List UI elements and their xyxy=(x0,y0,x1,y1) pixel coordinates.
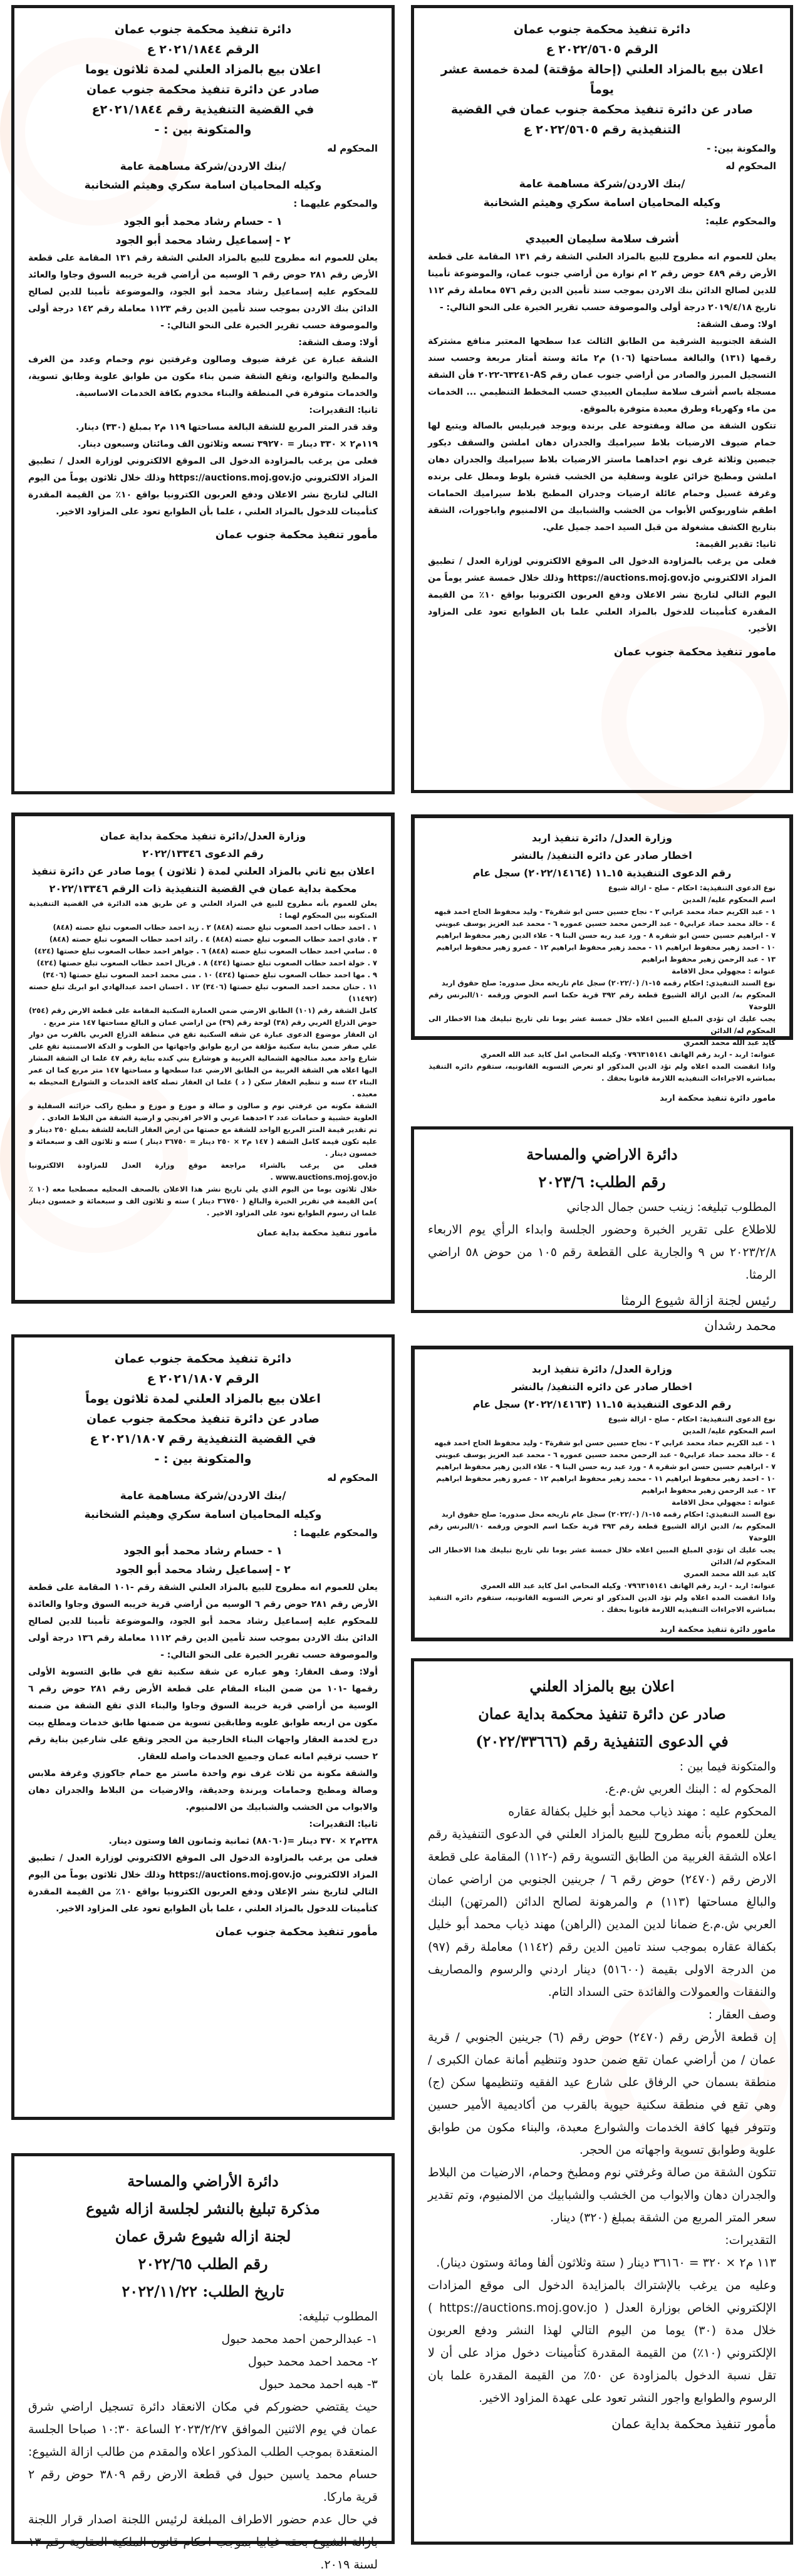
notice-paragraph: واذا انقضت المده اعلاه ولم تؤد الدين المذكور او تعرض التسويه القانونيه، ستقوم دائره التنفيذ بمباشره الاجراءات التنفيذيه اللازمة قانونا بحقك . xyxy=(429,1593,776,1614)
party-label: والمحكوم عليهما : xyxy=(293,198,378,209)
notice-paragraph: ان العقار موضوع الدعوى عبارة عن شقه السكنية تقع في منطقة الذراع الغربي بالقرب من دوار علي صقر ضمن بناية سكنية مؤلفة من اربع طوابق واجهاتها من الطوب و الدكة الاسمنتية تقع على شارع واحد معبد منالجهة الشمالية الغربية و هوشارع بني كنده بناية رقم ٤٧ علما ان الشقة المشار اليها اعلاه هي الشقة الغربية من الطابق الارضي عدا سطحها و مساحتها ١٤٧ متر مربع كما ان عمر البناء ٤٢ سنه و تنظيم العقار سكن ( د ) علما ان العقار تصله كافة الخدمات و الشوارع المحيطه به معبده . xyxy=(29,1030,377,1098)
notice-signature: رئيس لجنة ازالة شيوع الرمثا xyxy=(621,1293,776,1308)
notice-paragraph: نوع السند التنفيذي: احكام رقمه ١٥-١/ (٢٠٢٢/٠) سجل عام تاريخه محل صدوره: صلح حقوق اربد xyxy=(441,979,776,987)
notice-paragraph: المحكوم به/ الدين ازالة الشيوع قطعة رقم ٣٩٣ قرية حكما اسم الحوض ورقمه ١٠/البرنس رقم اللوحة٧ xyxy=(429,1522,776,1542)
notice-heading: والمتكونة بين : - xyxy=(154,123,252,137)
notice-heading: والمتكونة بين : - xyxy=(154,1452,252,1466)
notice-paragraph: ٢٣٨م٢ × ٣٧٠ دينار =(٨٨٠٦٠) ثمانية وثمانون الفا وستون دينار. xyxy=(108,1836,378,1846)
notice-paragraph: تتكون الشقة من صالة ومفتوحة على برندة ويوجد فيربليس بالصالة ويتبع لها حمام ضيوف الارضيات بلاط سيراميك والجدران دهان املشن والسقف ديكور جبصين وثلاثة غرف نوم احداهما ماستر الارضيات بلاط سيراميك والجدران دهان املشن ومطبخ خزائن علوية وسفلية من الخشب قشرة بلوط ومطل على برنده وغرفة غسيل وحمام عائلة ارضيات وجدران المطبخ بلاط سيراميك الحمامات اطقم شاوربوكس الأبواب من الخشب والشبابيك من الالمنيوم واباجورات، الشقة بتاريخ الكشف مشغولة من قبل السيد احمد جميل علي. xyxy=(428,421,776,532)
party-label: والمحكوم عليهما : xyxy=(293,1527,378,1539)
notice-paragraph: ١١٩م٢ × ٣٣٠ دينار = ٣٩٢٧٠ تسعه وثلاثون الف ومائتان وسبعون دينار. xyxy=(78,439,378,449)
party-label: ١- عبدالرحمن احمد محمد حبول xyxy=(221,2332,378,2346)
notice-heading: رقم الدعوى التنفيذية ١٥ـ١١ (٢٠٢٢/١٤١٦٣) سجل عام xyxy=(472,1398,732,1410)
party-name: ٢ - إسماعيل رشاد محمد أبو الجود xyxy=(115,1564,291,1576)
notice-paragraph: المحكوم به/ الدين ازالة الشيوع قطعة رقم ٣٩٢ قرية حكما اسم الحوض ورقمه ١٠/البرنس رقم اللوحة٧ xyxy=(429,990,776,1011)
party-label: المحكوم له xyxy=(725,160,776,172)
party-label: نوع الدعوى التنفيذية: احكام - صلح - ازالة شيوع xyxy=(608,1415,776,1423)
notice-paragraph: المطلوب تبليغه: زينب حسن جمال الدجاني xyxy=(566,1200,776,1214)
notice-signature: مامور تنفيذ محكمة جنوب عمان xyxy=(613,646,776,658)
notice-paragraph: حيث يقتضي حضوركم في مكان الانعقاد دائرة تسجيل اراضي شرق عمان في يوم الاثنين الموافق ٢٠٢٣/٢/٢٧ الساعة ١٠:٣٠ صباحا الجلسة المنعقدة بموجب الطلب المذكور اعلاه والمقدم من طالب ازالة الشيوع: حسام محمد ياسين حبول في قطعة الارض رقم ٣٨٠٩ حوض رقم ٢ قرية ماركا. xyxy=(28,2400,378,2504)
notice-heading: دائرة الأراضي والمساحة xyxy=(127,2172,279,2190)
notice-heading: وزارة العدل/ دائرة تنفيذ اربد xyxy=(532,832,672,844)
notice-signature: مامور دائرة تنفيذ محكمة اربد xyxy=(660,1094,776,1103)
party-name: ١ - عبد الكريم حماد محمد عرابي ٢ - نجاح حسين حسن ابو شقرة٣ - وليد محفوظ الحاج احمد قبهه xyxy=(434,1438,776,1447)
party-label: ٢- محمد احمد محمد حبول xyxy=(247,2355,378,2369)
notice-heading: رقم الطلب: ٢٠٢٣/٦ xyxy=(538,1173,666,1191)
notice-irbid-14164 xyxy=(411,814,793,1103)
notice-heading: دائرة الاراضي والمساحة xyxy=(526,1145,678,1163)
notice-paragraph: يعلن للعموم بأنه مطروح للبيع بالمزاد العلني في الدعوى التنفيذية رقم اعلاه الشقة الغربية من الطابق التسوية رقم (-١١٢) المقامة على قطعة الارض رقم (٢٤٧٠) حوض رقم ٦ / جرينين الجنوبي من اراضي عمان والبالغ مساحتها (١١٣) م والمرهونة لصالح الدائن (المرتهن) البنك العربي ش.م.ع ضمانا لدين المدين (الراهن) مهند ذياب محمد أبو خليل بكفالة عقاره بموجب سند تامين الدين رقم (١١٤٢) معاملة رقم (٩٧) من الدرجة الاولى بقيمة (٥١٦٠٠) دينار اردني والرسوم والمصاريف والنفقات والعمولات والفائدة حتى السداد التام. xyxy=(428,1827,777,1999)
notice-paragraph: وعليه من يرغب بالإشتراك بالمزايدة الدخول الى موقع المزادات الإلكتروني الخاص بوزارة العدل ( https://auctions.moj.gov.jo ) خلال مدة (٣٠) يوما من اليوم التالي لهذا النشر ودفع العربون الإلكتروني (١٠٪) من القيمة المقدرة كتأمينات دخول مزاد على أن لا تقل نسبة الدخول بالمزاودة عن ٥٠٪ من القيمة المقدرة علما بان الرسوم والطوابع واجور النشر تعود على عهدة المزاود الاخير. xyxy=(428,2278,776,2405)
notice-heading: اعلان بيع بالمزاد العلني لمدة ثلاثون يوما xyxy=(85,63,321,76)
party-name: ٤ - خالد محمد حماد عرابي٥ - عبد الرحمن محمد حسين عموره ٦ - محمد عبد العزيز يوسف عبويني xyxy=(435,1450,776,1459)
notice-land-ramtha xyxy=(411,1126,793,1333)
notice-paragraph: عنوانه: اربد - اربد رقم الهاتف ٠٧٩٦٣١٥١٤١ وكيله المحامي امل كايد عبد الله العمري xyxy=(480,1581,776,1590)
party-name: ١٣ - عبد الرحمن زهير محفوظ ابراهيم xyxy=(641,1486,776,1495)
notice-south-amman-5605 xyxy=(411,5,793,793)
party-name: ١٠ - احمد زهير محفوظ ابراهيم ١١ - محمد زهير محفوظ ابراهيم ١٢ - عمرو زهير محفوظ ابراهيم xyxy=(436,1474,776,1483)
notice-paragraph: وقد قدر المتر المربع للشقة البالغة مساحتها ١١٩ م٢ بمبلغ (٣٣٠) دينار. xyxy=(75,422,378,432)
notice-paragraph: كايد عبد الله محمد العمري xyxy=(683,1569,776,1578)
notice-paragraph: والشقة مكونة من ثلاث غرف نوم واحدة ماستر مع حمام جاكوزي وغرفة ملابس وصالة ومطبخ وحمامات وبرندة وحديقة، والارضيات من البلاط والجدران دهان والابواب من الخشب والشبابيك من الالمنيوم. xyxy=(28,1768,378,1812)
party-name: وكيله المحاميان اسامة سكري وهيثم الشخانبة xyxy=(483,197,721,209)
notice-heading: رقم الدعوى التنفيذية ١٥ـ١١ (٢٠٢٢/١٤١٦٤) سجل عام xyxy=(472,867,732,879)
notice-signature-name: محمد رشدان xyxy=(704,1318,776,1333)
notice-paragraph: يجب عليك ان تؤدي المبلغ المبين اعلاه خلال خمسة عشر يوما تلي تاريخ تبليغك هذا الاخطار الى المحكوم له/ الدائن xyxy=(429,1014,776,1035)
notice-heading: صادر عن دائرة تنفيذ محكمة جنوب عمان xyxy=(86,83,319,96)
notice-heading: دائرة تنفيذ محكمة جنوب عمان xyxy=(114,1352,292,1366)
notice-paragraph: يعلن للعموم انه مطروح للبيع بالمزاد العلني الشقة رقم -١٠١ المقامة على قطعة الأرض رقم ٢٨١ حوض رقم ٦ الوسيه من أراضي قرية خريبه السوق وجاوا والعائدة للمحكوم عليه إسماعيل رشاد محمد أبو الجود، والموضوعة تأمينا للدين لصالح الدائن بنك الاردن بموجب سند تأمين الدين رقم ١١١٢ معاملة رقم ١٣٦ درجة أولى والموصوفة حسب تقرير الخبرة على النحو التالي: - xyxy=(28,1582,378,1660)
notice-heading: الرقم ٢٠٢٢/٥٦٠٥ ع xyxy=(546,43,658,56)
party-name: ٥ . سامي احمد حطاب الصعوب تبلغ حصته (٨٤٨) ٦ . جواهر احمد حطاب الصعوب تبلغ حصتها (٤٢٤) xyxy=(34,947,377,955)
notice-heading: اخطار صادر عن دائره التنفيذ/ بالنشر xyxy=(512,849,692,861)
party-name: /بنك الاردن/شركة مساهمة عامة xyxy=(519,178,685,190)
notice-heading: وزارة العدل/دائرة تنفيذ محكمة بداية عمان xyxy=(100,830,306,842)
notice-heading: اعلان بيع بالمزاد العلني xyxy=(529,1677,675,1695)
notice-south-amman-1807 xyxy=(11,1334,395,2120)
notice-heading: دائرة تنفيذ محكمة جنوب عمان xyxy=(114,23,292,36)
party-name: /بنك الاردن/شركة مساهمة عامة xyxy=(120,1490,286,1502)
party-name: ٤ - خالد محمد حماد عرابي٥ - عبد الرحمن محمد حسين عموره ٦ - محمد عبد العزيز يوسف عبويني xyxy=(435,919,776,928)
party-name: ١ . احمد حطاب احمد الصعوب تبلغ حصته (٨٤٨) ٢ . زيد احمد حطاب الصعوب تبلغ حصته (٨٤٨) xyxy=(53,923,377,932)
notice-paragraph: خلال ثلاثون يوما من اليوم الذي يلي تاريخ نشر هذا الاعلان بالصحف المحليه مصطحبا معه (١٠ ٪ )من القيمة في تقرير الخبرة والبالغ ( ٣٦٧٥٠ دينار ) سته و ثلاثون الف و سبعمائة و خمسون دينار علما ان رسوم الطوابع تعود على المزاود الاخير . xyxy=(29,1185,378,1217)
party-name: ٧ - ابراهيم حسين حسن ابو شقره ٨ - ورد عبد ربه حسن البنا ٩ - علاء الدين زهير محفوظ ابراهيم xyxy=(435,931,776,940)
party-label: اسم المحكوم عليه/ المدين xyxy=(682,1426,776,1435)
notice-paragraph: التقديرات: xyxy=(725,2233,776,2247)
party-name: ١ - حسام رشاد محمد أبو الجود xyxy=(123,216,283,228)
party-name: وكيله المحاميان اسامة سكري وهيثم الشخانبة xyxy=(84,1509,322,1521)
notice-paragraph: يعلن للعموم انه مطروح للبيع بالمزاد العلني الشقة رقم ١٣١ المقامة على قطعة الأرض رقم ٤٨٩ حوض رقم ٢ ام نوارة من أراضي جنوب عمان، والموضوعة تأمينا للدين لصالح الدائن بنك الاردن بموجب سند تأمين الدين رقم ٥٧٦ معاملة رقم ١١٢ تاريخ ٢٠١٩/٤/١٨ درجة أولى والموصوفة حسب تقرير الخبرة على النحو التالي: - xyxy=(428,252,776,313)
notice-signature: مأمور تنفيذ محكمة بداية عمان xyxy=(611,2416,776,2431)
party-name: ١١ . حنان محمد احمد الصعوب تبلغ حصتها (٣٤٠٦) ١٢ . احسان احمد عبدالهادي ابو ابريك تبلغ حصته (١١٤٩٢) xyxy=(29,982,377,1003)
notice-heading: محكمة بداية عمان في القضية التنفيذية ذات الرقم ٢٠٢٢/١٣٣٤٦ xyxy=(49,883,357,895)
notice-heading: اخطار صادر عن دائره التنفيذ/ بالنشر xyxy=(512,1381,692,1393)
notice-paragraph: ١١٣ م٢ × ٣٢٠ = ٣٦١٦٠ دينار ( ستة وثلاثون ألفا ومائة وستون دينار). xyxy=(436,2256,776,2270)
notice-heading: لجنة ازاله شيوع شرق عمان xyxy=(115,2227,291,2245)
notice-paragraph: فعلى من يرغب بالمزاودة الدخول الى الموقع الالكتروني لوزارة العدل / تطبيق المزاد الالكتروني https://auctions.moj.gov.jo وذلك خلال ثلاثون يوماً من اليوم التالي لتاريخ نشر الاعلان ودفع العربون الكترونيا بواقع ١٠٪ من القيمة المقدرة كتأمينات للدخول بالمزاد العلني ، علما بأن الطوابع تعود على المزاود الاخير. xyxy=(28,456,378,517)
notice-paragraph: تم تقدير قيمة المتر المربع الواحد للشقة مع حصتها من ارض العقار التابعة للشقة بمبلغ ٢٥٠ دينار و عليه تكون قيمة كامل الشقة ( ١٤٧ م٢ × ٢٥٠ دينار = ٣٦٧٥٠ دينار ) سته و ثلاثون الف و سبعمائة و خمسون دينار . xyxy=(29,1125,378,1158)
notice-south-amman-1844 xyxy=(11,5,395,794)
party-label: والمحكوم عليه: xyxy=(705,216,776,227)
notice-paragraph: وصف العقار : xyxy=(708,2008,776,2022)
notice-signature: مأمور تنفيذ محكمة جنوب عمان xyxy=(215,529,378,541)
notice-paragraph: للاطلاع على تقرير الخبرة وحضور الجلسة وابداء الرأي يوم الاربعاء ٢٠٢٣/٢/٨ س ٩ والجارية على القطعة رقم ١٠٥ من حوض ٥٨ اراضي الرمثا. xyxy=(428,1223,776,1282)
party-name: وكيله المحاميان اسامة سكري وهيثم الشخانبة xyxy=(84,179,322,192)
notice-paragraph: واذا انقضت المده اعلاه ولم تؤد الدين المذكور او تعرض التسويه القانونيه، ستقوم دائره التنفيذ بمباشره الاجراءات التنفيذيه اللازمة قانونا بحقك . xyxy=(429,1062,776,1083)
party-name: ١ - حسام رشاد محمد أبو الجود xyxy=(123,1545,283,1557)
party-name: ٢ - إسماعيل رشاد محمد أبو الجود xyxy=(115,234,291,247)
notice-heading: في القضية التنفيذية رقم ٢٠٢١/١٨٤٤ع xyxy=(91,103,314,117)
party-name: أشرف سلامة سليمان العبيدي xyxy=(525,233,679,246)
notice-signature: مأمور تنفيذ محكمة بداية عمان xyxy=(257,1228,377,1238)
notice-paragraph: ثانيا: تقدير القيمة: xyxy=(695,539,776,549)
notice-heading: الرقم ٢٠٢١/١٨٤٤ ع xyxy=(147,43,259,56)
notice-paragraph: أولا: وصف العقار: وهو عباره عن شقة سكنية تقع في طابق التسوية الأولى رقمها -١٠١ من ضمن البناء المقام على قطعة الأرض رقم ٢٨١ حوض رقم ٦ الوسية من أراضي قرية خريبة السوق وجاوا والبناء الذي تقع الشقة من ضمنه مكون من اربعه طوابق علويه وطابقين تسوية من ضمنها طابق خدمات ومطلع بيت درج لخدمة العقار واجهات البناء الخارجية من الحجر وتقع على شارعين بناية رقم ٢ حسب ترقيم امانه عمان وجميع الخدمات واصله للعقار. xyxy=(28,1667,378,1762)
party-label: المحكوم له xyxy=(327,1472,378,1483)
notice-amman-first-instance-33666 xyxy=(411,1658,793,2545)
notice-signature: مأمور تنفيذ محكمة جنوب عمان xyxy=(215,1926,378,1938)
notice-paragraph: عنوانه : مجهولي محل الاقامة xyxy=(672,967,776,975)
notice-paragraph: في حال عدم حضور الاطراف المبلغة لرئيس اللجنة اصدار قرار اللجنة بازالة الشيوع بحقه غيابيا بموجب احكام قانون الملكية العقارية رقم ١٣ لسنة ٢٠١٩. xyxy=(28,2513,378,2572)
notice-heading: اعلان بيع ثاني بالمزاد العلني لمدة ( ثلاثون ) يوما صادر عن دائرة تنفيذ xyxy=(31,865,375,877)
notice-paragraph: ثانيا: التقديرات: xyxy=(309,405,378,415)
notice-heading: صادر عن دائرة تنفيذ محكمة بداية عمان xyxy=(478,1705,726,1723)
notice-heading: صادر عن دائرة تنفيذ محكمة جنوب عمان في القضية التنفيذية رقم ٢٠٢٢/٥٦٠٥ ع xyxy=(450,103,754,137)
notice-heading: مذكرة تبليغ بالنشر لجلسة ازاله شيوع xyxy=(86,2199,320,2218)
notice-paragraph: يعلن للعموم انه مطروح للبيع بالمزاد العلني الشقة رقم ١٣١ المقامة على قطعة الأرض رقم ٢٨١ حوض رقم ٦ الوسيه من أراضي قرية خريبه السوق وجاوا والعائد للمحكوم عليه إسماعيل رشاد محمد أبو الجود، والموضوعة تأمينا للدين لصالح الدائن بنك الاردن بموجب سند تأمين الدين رقم ١١٢٣ معاملة رقم ١٤٢ درجة أولى والموصوفة حسب تقرير الخبرة على النحو التالي: - xyxy=(28,253,378,331)
notice-paragraph: عنوانه : مجهولي محل الاقامة xyxy=(672,1498,776,1507)
notice-paragraph: اولا: وصف الشقة: xyxy=(697,319,776,330)
notice-paragraph: الشقة الجنوبية الشرقية من الطابق الثالث عدا سطحها المعتبر منافع مشتركة رقمها (١٣١) والبالغة مساحتها (١٠٦) م٢ مائة وستة أمتار مربعة وحسب سند التسجيل المبرز والصادر من أراضي جنوب عمان رقم AS-٦٣٢٤١-٢٠٢٢ فأن الشقة مسجلة باسم أشرف سلامة سليمان العبيدي حسب المخطط التنظيمي ... الخدمات من ماء وكهرباء وطرق معبدة متوفرة بالموقع. xyxy=(428,336,776,414)
notice-paragraph: كامل الشقة رقم (١٠١) الطابق الارضي ضمن العمارة السكنية المقامة على قطعة الارض رقم (٢٥٤) حوض الذراع الغربي رقم (٣٨) لوحة رقم (٣٩) من اراضي عمان و البالغ مساحتها ١٤٧ متر مربع . xyxy=(29,1006,377,1027)
notice-heading: اعلان بيع بالمزاد العلني (إحالة مؤقتة) لمدة خمسة عشر يوماً xyxy=(440,63,764,96)
notice-paragraph: المحكوم عليه : مهند ذياب محمد أبو خليل بكفالة عقاره xyxy=(508,1805,776,1819)
notice-paragraph: الشقة مكونه من غرفتي نوم و صالون و صالة و موزع و موزع و مطبخ راكب خزائنه السفلية و العلوية خشبية و حمامات عدد ٢ احدهما عربي و الاخر افرنجي و ارضية الشقة من البلاط العادي . xyxy=(29,1101,377,1122)
notice-heading: صادر عن دائرة تنفيذ محكمة جنوب عمان xyxy=(86,1412,319,1426)
notice-paragraph: فعلى من يرغب بالمزاودة الدخول الى الموقع الالكتروني لوزارة العدل / تطبيق المزاد الالكتروني https://auctions.moj.gov.jo وذلك خلال ثلاثون يوماً من اليوم التالي لتاريخ نشر الإعلان ودفع العربون الكترونيا بواقع ١٠٪ من القيمة المقدرة كتأمينات للدخول بالمزاد العلني ، علما بأن الطوابع تعود على المزاود الاخير. xyxy=(28,1853,378,1914)
notice-paragraph: تتكون الشقة من صالة وغرفتي نوم ومطبخ وحمام، الارضيات من البلاط والجدران دهان والابواب من الخشب والشبابيك من الالمنيوم، وتم تقدير سعر المتر المربع من الشقة بمبلغ (٣٢٠) دينار. xyxy=(428,2166,776,2225)
notice-heading: رقم الدعوى ٢٠٢٢/١٣٣٤٦ xyxy=(142,848,264,860)
party-label: المحكوم له : البنك العربي ش.م.ع. xyxy=(605,1782,776,1796)
notice-heading: تاريخ الطلب: ٢٠٢٢/١١/٢٢ xyxy=(122,2282,284,2300)
party-label: والمكونة بين: - xyxy=(707,143,776,154)
notice-heading: رقم الطلب ٢٠٢٢/٦٥ xyxy=(138,2255,268,2273)
notice-paragraph: كايد عبد الله محمد العمري xyxy=(683,1038,776,1047)
party-label: يعلن للعموم بأنه مطروح للبيع في المزاد العلني و عن طريق هذه الدائرة في القضية التنفيذية المتكونه بين المحكوم لهما : xyxy=(29,899,377,920)
party-name: ١ - عبد الكريم حماد محمد عرابي ٢ - نجاح حسين حسن ابو شقرة٣ - وليد محفوظ الحاج احمد قبهه xyxy=(434,907,776,916)
notice-paragraph: الشقة عبارة عن غرفة ضيوف وصالون وغرفتين نوم وحمام وعدد من الغرف والمطبخ والتوابع، وتقع الشقة ضمن بناء مكون من طوابق علوية وطابق تسوية، والخدمات متوفرة في المنطقة والبناء مخدوم بكافة الخدمات الاساسية. xyxy=(28,355,378,398)
party-label: اسم المحكوم عليه/ المدين xyxy=(682,895,776,904)
notice-heading: دائرة تنفيذ محكمة جنوب عمان xyxy=(513,23,691,36)
notice-paragraph: فعلى من يرغب بالشراء مراجعة موقع وزارة العدل للمزاودة الالكترونيا www.auctions.moj.gov.jo . xyxy=(29,1161,377,1182)
party-name: ٧ . خولة احمد حطاب الصعوب تبلغ حصتها (٤٢٤) ٨ . فريال احمد حطاب الصعوب تبلغ حصتها (٤٢٤) xyxy=(36,958,377,967)
party-label: المطلوب تبليغه: xyxy=(298,2310,378,2324)
notice-heading: في القضية التنفيذية رقم ٢٠٢١/١٨٠٧ ع xyxy=(90,1432,316,1446)
notice-paragraph: نوع السند التنفيذي: احكام رقمه ١٥-١/ (٢٠٢٢/٠) سجل عام تاريخه محل صدوره: صلح حقوق اربد xyxy=(441,1510,776,1519)
notice-signature: مامور دائرة تنفيذ محكمة اربد xyxy=(660,1625,776,1634)
party-name: /بنك الاردن/شركة مساهمة عامة xyxy=(120,160,286,173)
party-name: ٩ . مها احمد حطاب الصعوب تبلغ حصتها (٤٢٤) ١٠ . منى محمد احمد الصعوب تبلغ حصتها (٣٤٠٦) xyxy=(42,970,377,979)
party-name: ١٣ - عبد الرحمن زهير محفوظ ابراهيم xyxy=(641,955,776,963)
party-name: ٧ - ابراهيم حسين حسن ابو شقره ٨ - ورد عبد ربه حسن البنا ٩ - علاء الدين زهير محفوظ ابراهيم xyxy=(435,1462,776,1471)
notice-paragraph: فعلى من يرغب بالمزاودة الدخول الى الموقع الالكتروني لوزارة العدل / تطبيق المزاد الالكتروني https://auctions.moj.gov.jo وذلك خلال خمسة عشر يوماً من اليوم التالي لتاريخ نشر الاعلان ودفع العربون الكترونيا بواقع ١٠٪ من القيمة المقدرة كتأمينات للدخول بالمزاد العلني علما بان الطوابع تعود على المزاود الأخير. xyxy=(428,556,776,634)
notice-heading: في الدعوى التنفيذية رقم (٢٠٢٢/٣٣٦٦٦) xyxy=(475,1732,729,1750)
notice-paragraph: عنوانه: اربد - اربد رقم الهاتف ٠٧٩٦٣١٥١٤١ وكيله المحامي امل كايد عبد الله العمري xyxy=(480,1050,776,1059)
notice-irbid-14163 xyxy=(411,1346,793,1641)
party-label: والمتكونة فيما بين : xyxy=(679,1760,776,1774)
party-label: المحكوم له xyxy=(327,143,378,154)
notice-amman-first-instance-13346 xyxy=(11,813,395,1304)
party-label: نوع الدعوى التنفيذية: احكام - صلح - ازالة شيوع xyxy=(608,883,776,892)
notice-heading: الرقم ٢٠٢١/١٨٠٧ ع xyxy=(147,1372,259,1386)
notice-heading: وزارة العدل/ دائرة تنفيذ اربد xyxy=(532,1363,672,1375)
notice-heading: اعلان بيع بالمزاد العلني لمدة ثلاثون يوماً xyxy=(85,1392,321,1406)
notice-land-east-amman xyxy=(11,2153,395,2572)
notice-paragraph: أولا: وصف الشقة: xyxy=(298,338,378,348)
notice-paragraph: يجب عليك ان تؤدي المبلغ المبين اعلاه خلال خمسة عشر يوما تلي تاريخ تبليغك هذا الاخطار الى المحكوم له/ الدائن xyxy=(429,1545,776,1566)
notice-paragraph: ثانيا: التقديرات: xyxy=(309,1819,378,1829)
notice-paragraph: إن قطعة الأرض رقم (٢٤٧٠) حوض رقم (٦) جرينين الجنوبي / قرية عمان / من أراضي عمان تقع ضمن حدود وتنظيم أمانة عمان الكبرى / منطقة بسمان حي الرفاق على شارع عيد الفقيه وتنظيمها سكن (ج) وهي تقع في منطقة سكنية حيوية بالقرب من أكاديمية الأمير حسين وتتوفر فيها كافة الخدمات والشوارع معبدة، والبناء مكون من طوابق علوية وطوابق تسوية واجهاته من الحجر. xyxy=(428,2030,776,2157)
party-name: ١٠ - احمد زهير محفوظ ابراهيم ١١ - محمد زهير محفوظ ابراهيم ١٢ - عمرو زهير محفوظ ابراهيم xyxy=(436,943,776,952)
party-label: ٣- هبه احمد محمد حبول xyxy=(259,2377,378,2391)
party-name: ٣ . فادي احمد حطاب الصعوب تبلغ حصته (٨٤٨) ٤ . رائد احمد حطاب الصعوب تبلغ حصته (٨٤٨) xyxy=(49,935,377,943)
